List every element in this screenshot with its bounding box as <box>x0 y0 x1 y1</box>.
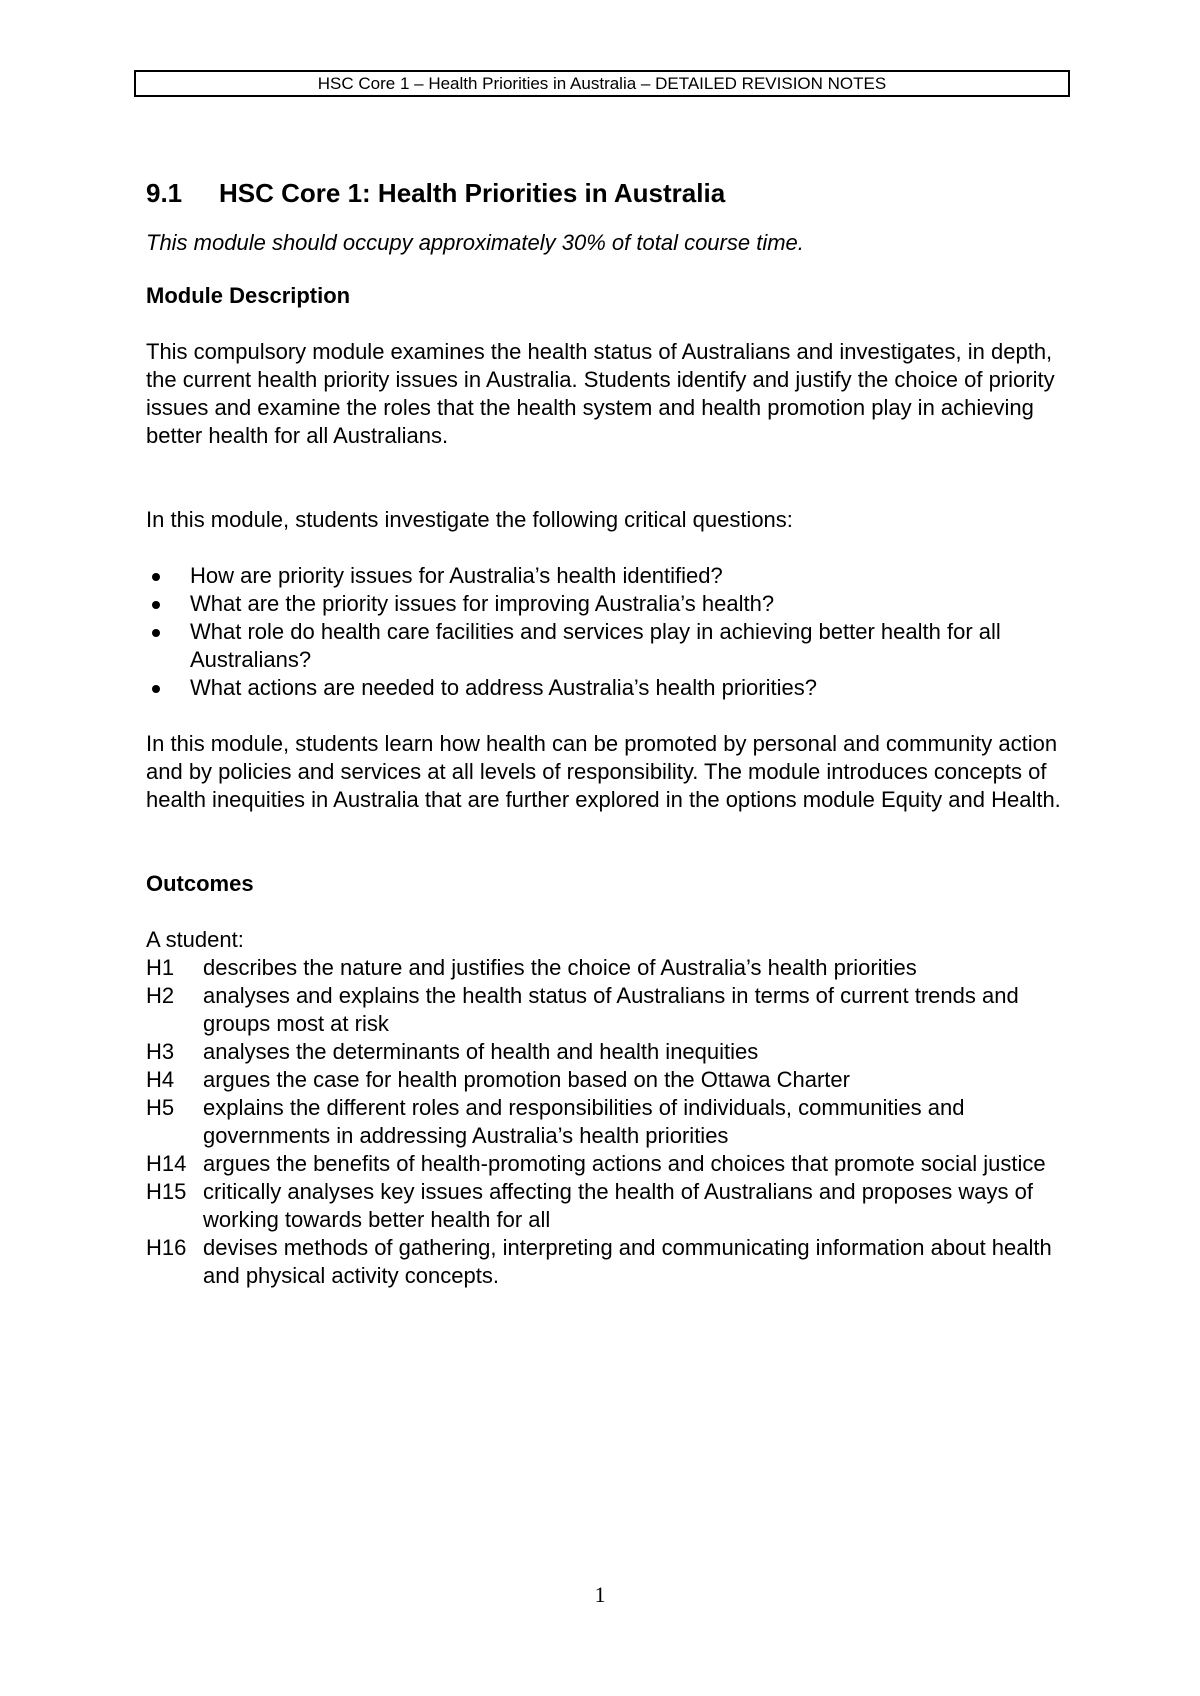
question-text: What are the priority issues for improving Australia’s health? <box>190 591 775 616</box>
outcome-code: H15 <box>146 1179 187 1204</box>
outcome-row <box>146 1178 1066 1234</box>
critical-questions-intro: In this module, students investigate the following critical questions: <box>146 507 793 532</box>
list-item <box>146 562 1066 590</box>
bullet-icon <box>152 601 160 609</box>
bullet-icon <box>152 573 160 581</box>
outcomes-list <box>146 954 1066 1290</box>
outcome-code: H2 <box>146 983 175 1008</box>
outcome-code: H1 <box>146 955 175 980</box>
outcome-code: H3 <box>146 1039 175 1064</box>
outcome-text: devises methods of gathering, interpreting and communicating information about health and physical activity concepts. <box>203 1235 1052 1288</box>
outcome-row <box>146 1066 1066 1094</box>
page-content <box>146 176 1066 1290</box>
outcome-text: explains the different roles and responsibilities of individuals, communities and governments in addressing Australia’s health priorities <box>203 1095 965 1148</box>
section-heading <box>146 176 1066 210</box>
list-item <box>146 618 1066 674</box>
outcome-code: H5 <box>146 1095 175 1120</box>
outcome-text: argues the benefits of health-promoting actions and choices that promote social justice <box>203 1151 1046 1176</box>
outcome-row <box>146 982 1066 1038</box>
outcome-row <box>146 1234 1066 1290</box>
outcome-code: H16 <box>146 1235 187 1260</box>
outcome-code: H14 <box>146 1151 187 1176</box>
list-item <box>146 674 1066 702</box>
module-learning-paragraph: In this module, students learn how health can be promoted by personal and community action and by policies and services at all levels of responsibility. The module introduces concepts of health inequities in Australia that are further explored in the options module Equity and Health. <box>146 731 1061 812</box>
outcome-row <box>146 1038 1066 1066</box>
outcome-code: H4 <box>146 1067 175 1092</box>
question-text: What role do health care facilities and services play in achieving better health for all Australians? <box>190 619 1001 672</box>
section-title: HSC Core 1: Health Priorities in Australia <box>219 178 726 208</box>
outcome-text: argues the case for health promotion based on the Ottawa Charter <box>203 1067 850 1092</box>
question-text: How are priority issues for Australia’s health identified? <box>190 563 723 588</box>
outcome-text: analyses and explains the health status of Australians in terms of current trends and groups most at risk <box>203 983 1019 1036</box>
running-header: HSC Core 1 – Health Priorities in Australia – DETAILED REVISION NOTES <box>134 70 1070 97</box>
section-number: 9.1 <box>146 178 183 208</box>
outcome-row <box>146 1150 1066 1178</box>
outcome-row <box>146 1094 1066 1150</box>
outcomes-heading: Outcomes <box>146 871 254 896</box>
outcomes-intro: A student: <box>146 927 244 952</box>
module-description-paragraph: This compulsory module examines the health status of Australians and investigates, in depth, the current health priority issues in Australia. Students identify and justify the choice of priority issues and examine the roles that the health system and health promotion play in achieving better health for all Australians. <box>146 339 1055 448</box>
outcome-row <box>146 954 1066 982</box>
question-text: What actions are needed to address Australia’s health priorities? <box>190 675 817 700</box>
outcome-text: describes the nature and justifies the choice of Australia’s health priorities <box>203 955 917 980</box>
list-item <box>146 590 1066 618</box>
module-description-heading: Module Description <box>146 283 351 308</box>
page-number: 1 <box>594 1582 606 1607</box>
outcome-text: analyses the determinants of health and health inequities <box>203 1039 759 1064</box>
bullet-icon <box>152 685 160 693</box>
outcome-text: critically analyses key issues affecting the health of Australians and proposes ways of working towards better health for all <box>203 1179 1033 1232</box>
bullet-icon <box>152 629 160 637</box>
module-time-note: This module should occupy approximately 30% of total course time. <box>146 230 804 255</box>
critical-questions-list <box>146 562 1066 702</box>
